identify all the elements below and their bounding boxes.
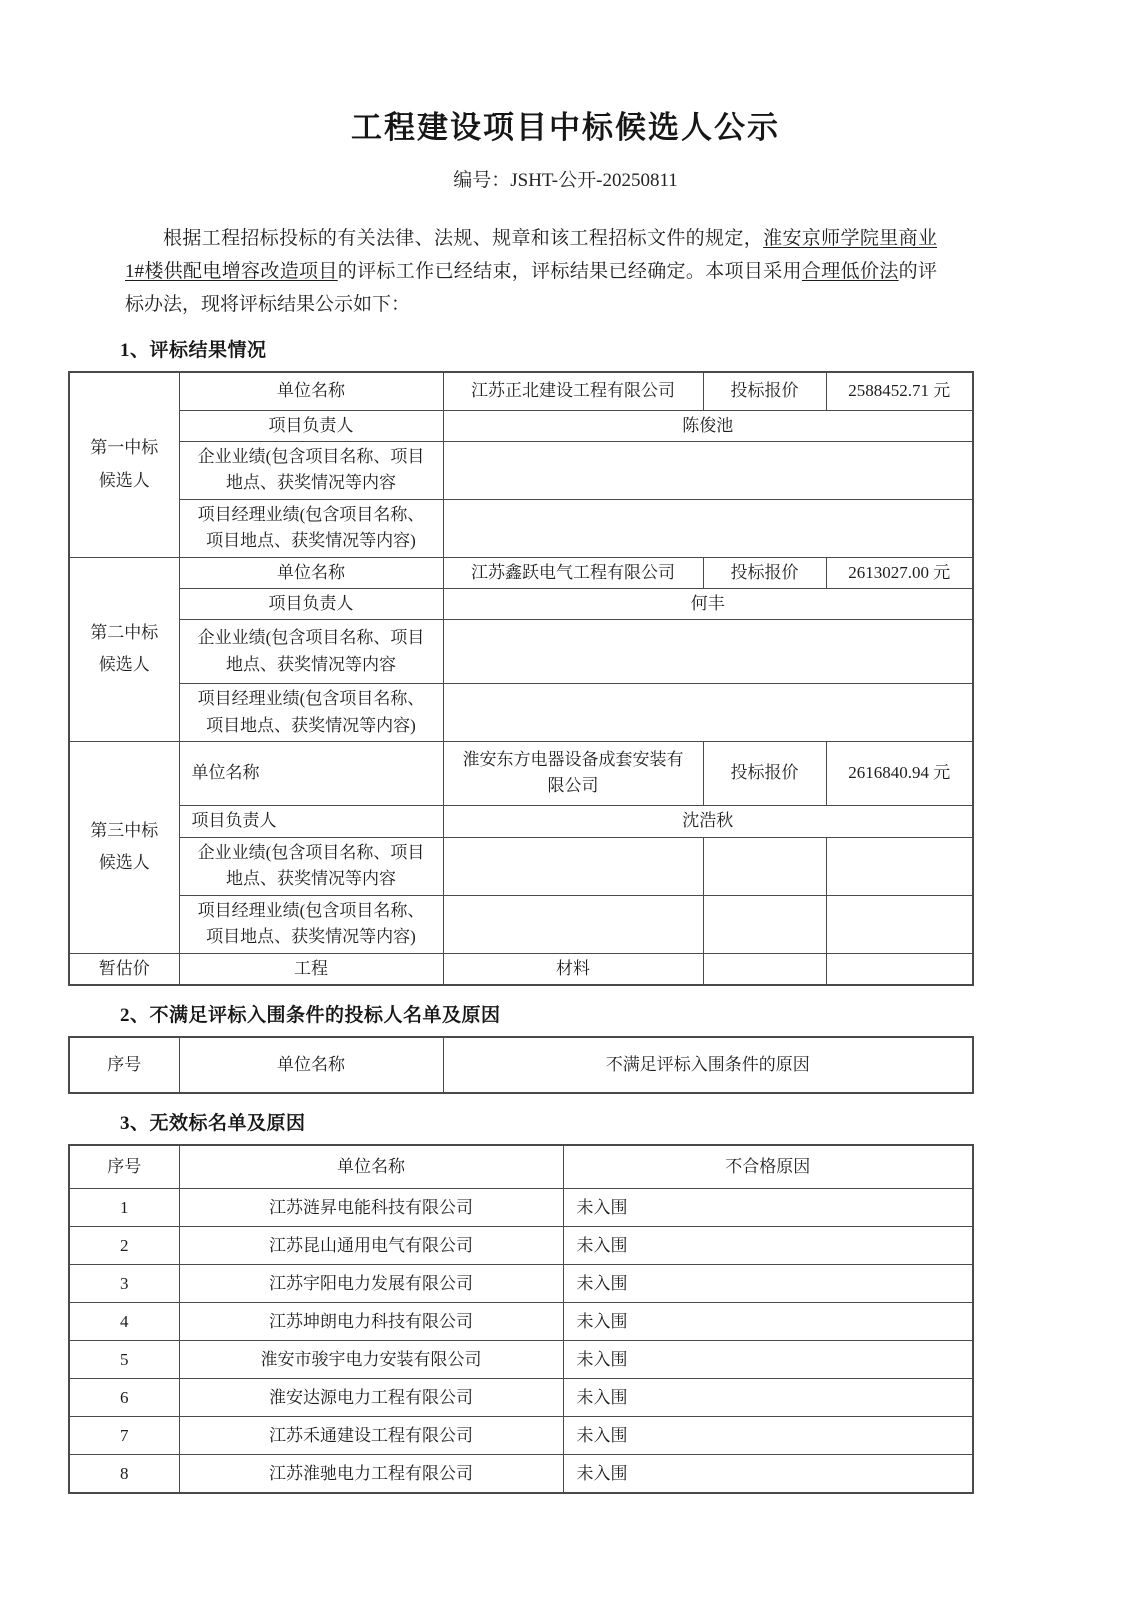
header-seq-no: 序号 [69, 1145, 179, 1189]
field-label-unit-name: 单位名称 [179, 372, 443, 410]
intro-text: 根据工程招标投标的有关法律、法规、规章和该工程招标文件的规定， [163, 228, 764, 249]
row-number-cell: 4 [69, 1303, 179, 1341]
intro-underlined-text: 合理低价法 [801, 261, 899, 282]
header-reason: 不满足评标入围条件的原因 [443, 1037, 973, 1093]
page-title: 工程建设项目中标候选人公示 [351, 110, 780, 145]
header-unit-name: 单位名称 [179, 1145, 563, 1189]
reason-cell: 未入围 [563, 1189, 973, 1227]
table-row [69, 372, 973, 410]
empty-cell [443, 895, 703, 953]
company-name-cell: 江苏坤朗电力科技有限公司 [179, 1303, 563, 1341]
row-number-cell: 1 [69, 1189, 179, 1227]
table-row [69, 1417, 973, 1455]
field-label-manager-performance: 项目经理业绩(包含项目名称、项目地点、获奖情况等内容) [179, 895, 443, 953]
empty-cell [443, 684, 973, 742]
table-row [69, 499, 973, 557]
empty-cell [826, 837, 973, 895]
invalid-bids-table [68, 1144, 974, 1494]
table-row [69, 1341, 973, 1379]
row-number-cell: 8 [69, 1455, 179, 1493]
field-label-manager-performance: 项目经理业绩(包含项目名称、项目地点、获奖情况等内容) [179, 499, 443, 557]
reason-cell: 未入围 [563, 1265, 973, 1303]
field-label-company-performance: 企业业绩(包含项目名称、项目地点、获奖情况等内容 [179, 620, 443, 684]
row-number-cell: 5 [69, 1341, 179, 1379]
row-number-cell: 3 [69, 1265, 179, 1303]
field-label-bid-price: 投标报价 [703, 741, 826, 805]
section-1-heading: 1、评标结果情况 [120, 340, 267, 361]
table-row [69, 588, 973, 619]
table-row [69, 837, 973, 895]
field-label-bid-price: 投标报价 [703, 557, 826, 588]
table-row [69, 1227, 973, 1265]
table-row [69, 684, 973, 742]
table-header-row [69, 1037, 973, 1093]
row-number-cell: 2 [69, 1227, 179, 1265]
rank-cell: 第一中标候选人 [69, 372, 179, 557]
field-label-company-performance: 企业业绩(包含项目名称、项目地点、获奖情况等内容 [179, 441, 443, 499]
intro-underlined-text: 淮安京师学院里商业 1#楼供配电增容改造项目 [125, 228, 937, 282]
bid-results-table [68, 371, 974, 986]
intro-text: 的评标工作已经结束，评标结果已经确定。本项目采用 [337, 261, 802, 282]
bid-price-value: 2613027.00 元 [826, 557, 973, 588]
section-3-heading: 3、无效标名单及原因 [120, 1112, 306, 1134]
bid-price-value: 2588452.71 元 [826, 372, 973, 410]
reason-cell: 未入围 [563, 1227, 973, 1265]
header-seq-no: 序号 [69, 1037, 179, 1093]
row-number-cell: 6 [69, 1379, 179, 1417]
reason-cell: 未入围 [563, 1379, 973, 1417]
table-header-row [69, 1145, 973, 1189]
not-shortlisted-table [68, 1036, 974, 1094]
estimate-project-label: 工程 [179, 953, 443, 985]
project-leader-value: 何丰 [443, 588, 973, 619]
table-row [69, 1379, 973, 1417]
table-row [69, 620, 973, 684]
empty-cell [826, 953, 973, 985]
company-name-cell: 淮安市骏宇电力安装有限公司 [179, 1341, 563, 1379]
table-row [69, 1189, 973, 1227]
table-row [69, 1265, 973, 1303]
header-unit-name: 单位名称 [179, 1037, 443, 1093]
field-label-unit-name: 单位名称 [179, 557, 443, 588]
doc-number: 编号：JSHT-公开-20250811 [453, 170, 678, 191]
company-name-cell: 江苏鑫跃电气工程有限公司 [443, 557, 703, 588]
empty-cell [703, 953, 826, 985]
table-row [69, 741, 973, 805]
empty-cell [703, 895, 826, 953]
field-label-project-leader: 项目负责人 [179, 588, 443, 619]
empty-cell [826, 895, 973, 953]
company-name-cell: 江苏淮驰电力工程有限公司 [179, 1455, 563, 1493]
company-name-cell: 江苏正北建设工程有限公司 [443, 372, 703, 410]
reason-cell: 未入围 [563, 1303, 973, 1341]
table-row [69, 895, 973, 953]
table-row [69, 410, 973, 441]
estimate-label: 暂估价 [69, 953, 179, 985]
reason-cell: 未入围 [563, 1417, 973, 1455]
field-label-manager-performance: 项目经理业绩(包含项目名称、项目地点、获奖情况等内容) [179, 684, 443, 742]
company-name-cell: 江苏昆山通用电气有限公司 [179, 1227, 563, 1265]
table-row [69, 953, 973, 985]
row-number-cell: 7 [69, 1417, 179, 1455]
empty-cell [443, 499, 973, 557]
company-name-cell: 江苏涟昇电能科技有限公司 [179, 1189, 563, 1227]
reason-cell: 未入围 [563, 1455, 973, 1493]
empty-cell [443, 441, 973, 499]
table-row [69, 1303, 973, 1341]
field-label-unit-name: 单位名称 [179, 741, 443, 805]
table-row [69, 557, 973, 588]
company-name-cell: 江苏禾通建设工程有限公司 [179, 1417, 563, 1455]
table-row [69, 1455, 973, 1493]
project-leader-value: 陈俊池 [443, 410, 973, 441]
table-row [69, 441, 973, 499]
estimate-material-label: 材料 [443, 953, 703, 985]
field-label-project-leader: 项目负责人 [179, 805, 443, 837]
empty-cell [443, 620, 973, 684]
field-label-company-performance: 企业业绩(包含项目名称、项目地点、获奖情况等内容 [179, 837, 443, 895]
section-2-heading: 2、不满足评标入围条件的投标人名单及原因 [120, 1004, 501, 1026]
company-name-cell: 江苏宇阳电力发展有限公司 [179, 1265, 563, 1303]
reason-cell: 未入围 [563, 1341, 973, 1379]
header-reason: 不合格原因 [563, 1145, 973, 1189]
intro-text: 的评标办法，现将评标结果公示如下： [125, 261, 937, 315]
empty-cell [703, 837, 826, 895]
rank-cell: 第二中标候选人 [69, 557, 179, 741]
company-name-cell: 淮安达源电力工程有限公司 [179, 1379, 563, 1417]
project-leader-value: 沈浩秋 [443, 805, 973, 837]
field-label-bid-price: 投标报价 [703, 372, 826, 410]
intro-paragraph [125, 222, 937, 321]
field-label-project-leader: 项目负责人 [179, 410, 443, 441]
rank-cell: 第三中标候选人 [69, 741, 179, 953]
bid-price-value: 2616840.94 元 [826, 741, 973, 805]
company-name-cell: 淮安东方电器设备成套安装有限公司 [443, 741, 703, 805]
table-row [69, 805, 973, 837]
empty-cell [443, 837, 703, 895]
